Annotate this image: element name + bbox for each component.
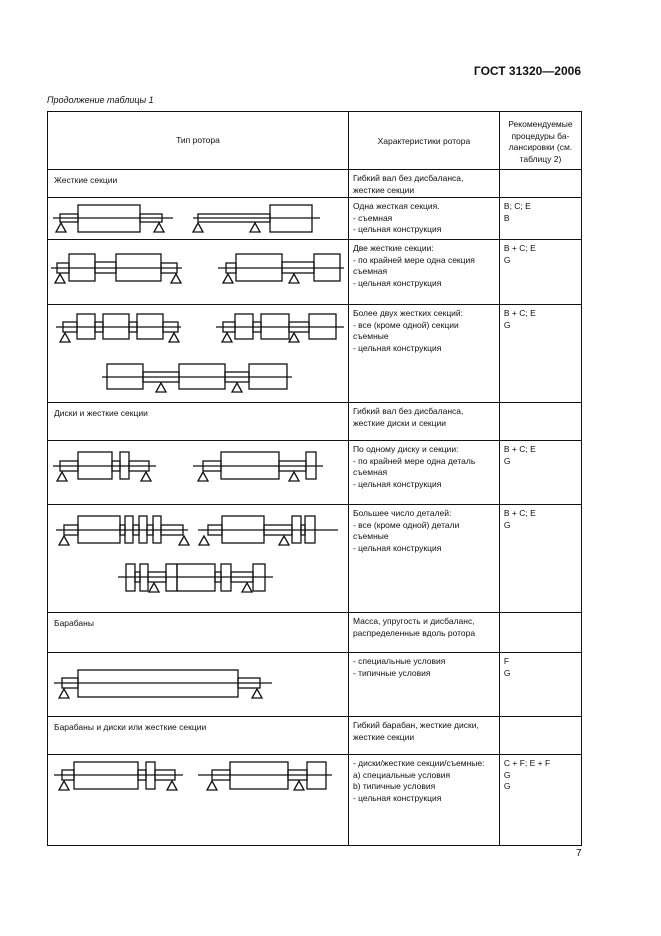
rotor-diagram-one-section (48, 198, 344, 239)
row-characteristics: Гибкий вал без дисбаланса, жесткие диски и секции (348, 403, 499, 441)
row-procedures: B; C; E B (499, 198, 581, 240)
standard-number: ГОСТ 31320—2006 (473, 64, 581, 78)
table-row (48, 198, 582, 240)
table-row (48, 441, 582, 505)
row-characteristics: Масса, упругость и дисбаланс, распределенные вдоль ротора (348, 613, 499, 653)
row-characteristics: Две жесткие секции: - по крайней мере одна секция съемная - цельная конструкция (348, 240, 499, 305)
row-characteristics: Большее число деталей: - все (кроме одной) детали съемные - цельная конструкция (348, 505, 499, 613)
row-characteristics: Гибкий барабан, жесткие диски, жесткие секции (348, 717, 499, 755)
rotor-types-table (47, 111, 582, 846)
row-procedures: B + C; E G (499, 305, 581, 403)
row-characteristics: По одному диску и секции: - по крайней мере одна деталь съемная - цельная конструкция (348, 441, 499, 505)
column-header-rotor-type: Тип ротора (48, 112, 349, 170)
row-characteristics: Гибкий вал без дисбаланса, жесткие секции (348, 170, 499, 198)
table-row (48, 755, 582, 846)
table-row (48, 505, 582, 613)
rotor-figure-cell (48, 441, 349, 505)
page-number: 7 (576, 848, 582, 859)
rotor-figure-cell (48, 240, 349, 305)
rotor-diagram-disc-and-section (48, 441, 344, 504)
rotor-diagram-multiple-parts (48, 505, 344, 612)
rotor-diagram-multiple-sections (48, 305, 344, 402)
rotor-diagram-two-sections (48, 240, 344, 304)
column-header-procedures: Рекомендуемые процедуры ба-лансировки (см. таблицу 2) (499, 112, 581, 170)
section-label: Диски и жесткие секции (48, 403, 349, 441)
row-procedures (499, 613, 581, 653)
section-label: Жесткие секции (48, 170, 349, 198)
row-characteristics: - специальные условия - типичные условия (348, 653, 499, 717)
rotor-figure-cell (48, 305, 349, 403)
table-row (48, 305, 582, 403)
table-row (48, 653, 582, 717)
table-row (48, 170, 582, 198)
section-label: Барабаны и диски или жесткие секции (48, 717, 349, 755)
rotor-figure-cell (48, 198, 349, 240)
row-characteristics: Более двух жестких секций: - все (кроме одной) секции съемные - цельная конструкция (348, 305, 499, 403)
rotor-diagram-drum-with-discs (48, 755, 344, 845)
column-header-characteristics: Характеристики ротора (348, 112, 499, 170)
row-procedures: F G (499, 653, 581, 717)
rotor-diagram-drum (48, 653, 344, 716)
row-characteristics: Одна жесткая секция. - съемная - цельная конструкция (348, 198, 499, 240)
row-procedures: B + C; E G (499, 441, 581, 505)
section-label: Барабаны (48, 613, 349, 653)
table-row (48, 613, 582, 653)
rotor-figure-cell (48, 505, 349, 613)
row-procedures: B + C; E G (499, 505, 581, 613)
table-row (48, 717, 582, 755)
table-row (48, 240, 582, 305)
rotor-figure-cell (48, 653, 349, 717)
table-row (48, 403, 582, 441)
row-procedures: C + F; E + F G G (499, 755, 581, 846)
rotor-figure-cell (48, 755, 349, 846)
table-header-row (48, 112, 582, 170)
row-procedures (499, 717, 581, 755)
row-procedures (499, 403, 581, 441)
row-procedures: B + C; E G (499, 240, 581, 305)
row-procedures (499, 170, 581, 198)
table-continuation-label: Продолжение таблицы 1 (47, 95, 154, 105)
row-characteristics: - диски/жесткие секции/съемные: а) специальные условия b) типичные условия - цельная конструкция (348, 755, 499, 846)
